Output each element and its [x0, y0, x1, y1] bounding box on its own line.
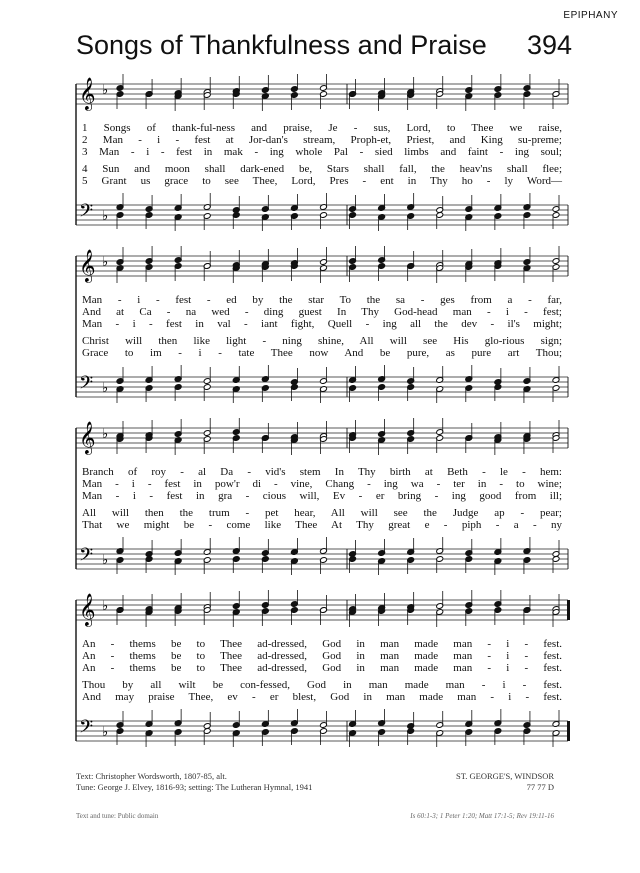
lyric-line: 2 Man - i - fest at Jor-dan's stream, Proph-et, Priest, and King su-preme; — [82, 134, 562, 146]
lyric-line: Man - i - fest in val - iant fight, Quell - ing all the dev - il's might; — [82, 318, 562, 330]
svg-text:♭: ♭ — [102, 255, 109, 270]
lyric-line: Christ will then like light - ning shine, All will see His glo-rious sign; — [82, 335, 562, 347]
tune-info — [456, 771, 554, 793]
section-label: EPIPHANY — [563, 10, 618, 21]
lyric-line: All will then the trum - pet hear, All will see the Judge ap - pear; — [82, 507, 562, 519]
tune-credit: Tune: George J. Elvey, 1816-93; setting: The Lutheran Hymnal, 1941 — [76, 782, 313, 792]
svg-text:♭: ♭ — [102, 599, 109, 614]
lyric-line: Branch of roy - al Da - vid's stem In Thy birth at Beth - le - hem: — [82, 466, 562, 478]
grand-staff-4 — [0, 590, 640, 762]
lyric-line: An - thems be to Thee ad-dressed, God in man made man - i - fest. — [82, 662, 562, 674]
music-system-3 — [0, 418, 640, 590]
lyric-line: Thou by all wilt be con-fessed, God in man made man - i - fest. — [82, 679, 562, 691]
lyric-line: 1 Songs of thank-ful-ness and praise, Je - sus, Lord, to Thee we raise, — [82, 122, 562, 134]
grand-staff-1 — [0, 74, 640, 246]
lyric-line: Man - i - fest in gra - cious will, Ev - er bring - ing good from ill; — [82, 490, 562, 502]
lyric-line: And may praise Thee, ev - er blest, God in man made man - i - fest. — [82, 691, 562, 703]
music-system-1 — [0, 74, 640, 246]
hymn-title: Songs of Thankfulness and Praise — [76, 30, 487, 60]
svg-text:♭: ♭ — [102, 553, 109, 568]
lyric-line: And at Ca - na wed - ding guest In Thy God-head man - i - fest; — [82, 306, 562, 318]
svg-text:𝄞: 𝄞 — [79, 249, 96, 282]
svg-text:𝄢: 𝄢 — [79, 717, 94, 742]
lyric-line: An - thems be to Thee ad-dressed, God in man made man - i - fest. — [82, 650, 562, 662]
svg-text:𝄞: 𝄞 — [79, 77, 96, 110]
lyric-line: 4 Sun and moon shall dark-ened be, Stars shall fall, the heav'ns shall flee; — [82, 163, 562, 175]
svg-text:♭: ♭ — [102, 209, 109, 224]
svg-text:𝄢: 𝄢 — [79, 373, 94, 398]
lyric-line: Grace to im - i - tate Thee now And be pure, as pure art Thou; — [82, 347, 562, 359]
lyric-line: 3 Man - i - fest in mak - ing whole Pal - sied limbs and faint - ing soul; — [82, 146, 562, 158]
grand-staff-2 — [0, 246, 640, 418]
svg-text:♭: ♭ — [102, 725, 109, 740]
meter: 77 77 D — [526, 782, 554, 792]
hymn-number: 394 — [526, 30, 572, 60]
svg-text:𝄢: 𝄢 — [79, 545, 94, 570]
lyric-line: That we might be - come like Thee At Thy great e - piph - a - ny — [82, 519, 562, 531]
svg-text:𝄞: 𝄞 — [79, 593, 96, 626]
svg-text:𝄞: 𝄞 — [79, 421, 96, 454]
scripture-references: Is 60:1-3; 1 Peter 1:20; Matt 17:1-5; Rev 19:11-16 — [410, 812, 554, 820]
lyric-line: An - thems be to Thee ad-dressed, God in man made man - i - fest. — [82, 638, 562, 650]
lyric-line: 5 Grant us grace to see Thee, Lord, Pres - ent in Thy ho - ly Word— — [82, 175, 562, 187]
music-system-2 — [0, 246, 640, 418]
hymn-credits — [76, 771, 312, 793]
tune-name: ST. GEORGE'S, WINDSOR — [455, 771, 554, 781]
lyric-line: Man - i - fest - ed by the star To the sa - ges from a - far, — [82, 294, 562, 306]
text-credit: Text: Christopher Wordsworth, 1807-85, alt. — [76, 771, 227, 781]
svg-text:♭: ♭ — [102, 83, 109, 98]
music-system-4 — [0, 590, 640, 762]
lyric-line: Man - i - fest in pow'r di - vine, Chang - ing wa - ter in - to wine; — [82, 478, 562, 490]
svg-text:♭: ♭ — [102, 381, 109, 396]
svg-text:♭: ♭ — [102, 427, 109, 442]
copyright-notice: Text and tune: Public domain — [76, 812, 159, 820]
grand-staff-3 — [0, 418, 640, 590]
svg-text:𝄢: 𝄢 — [79, 201, 94, 226]
